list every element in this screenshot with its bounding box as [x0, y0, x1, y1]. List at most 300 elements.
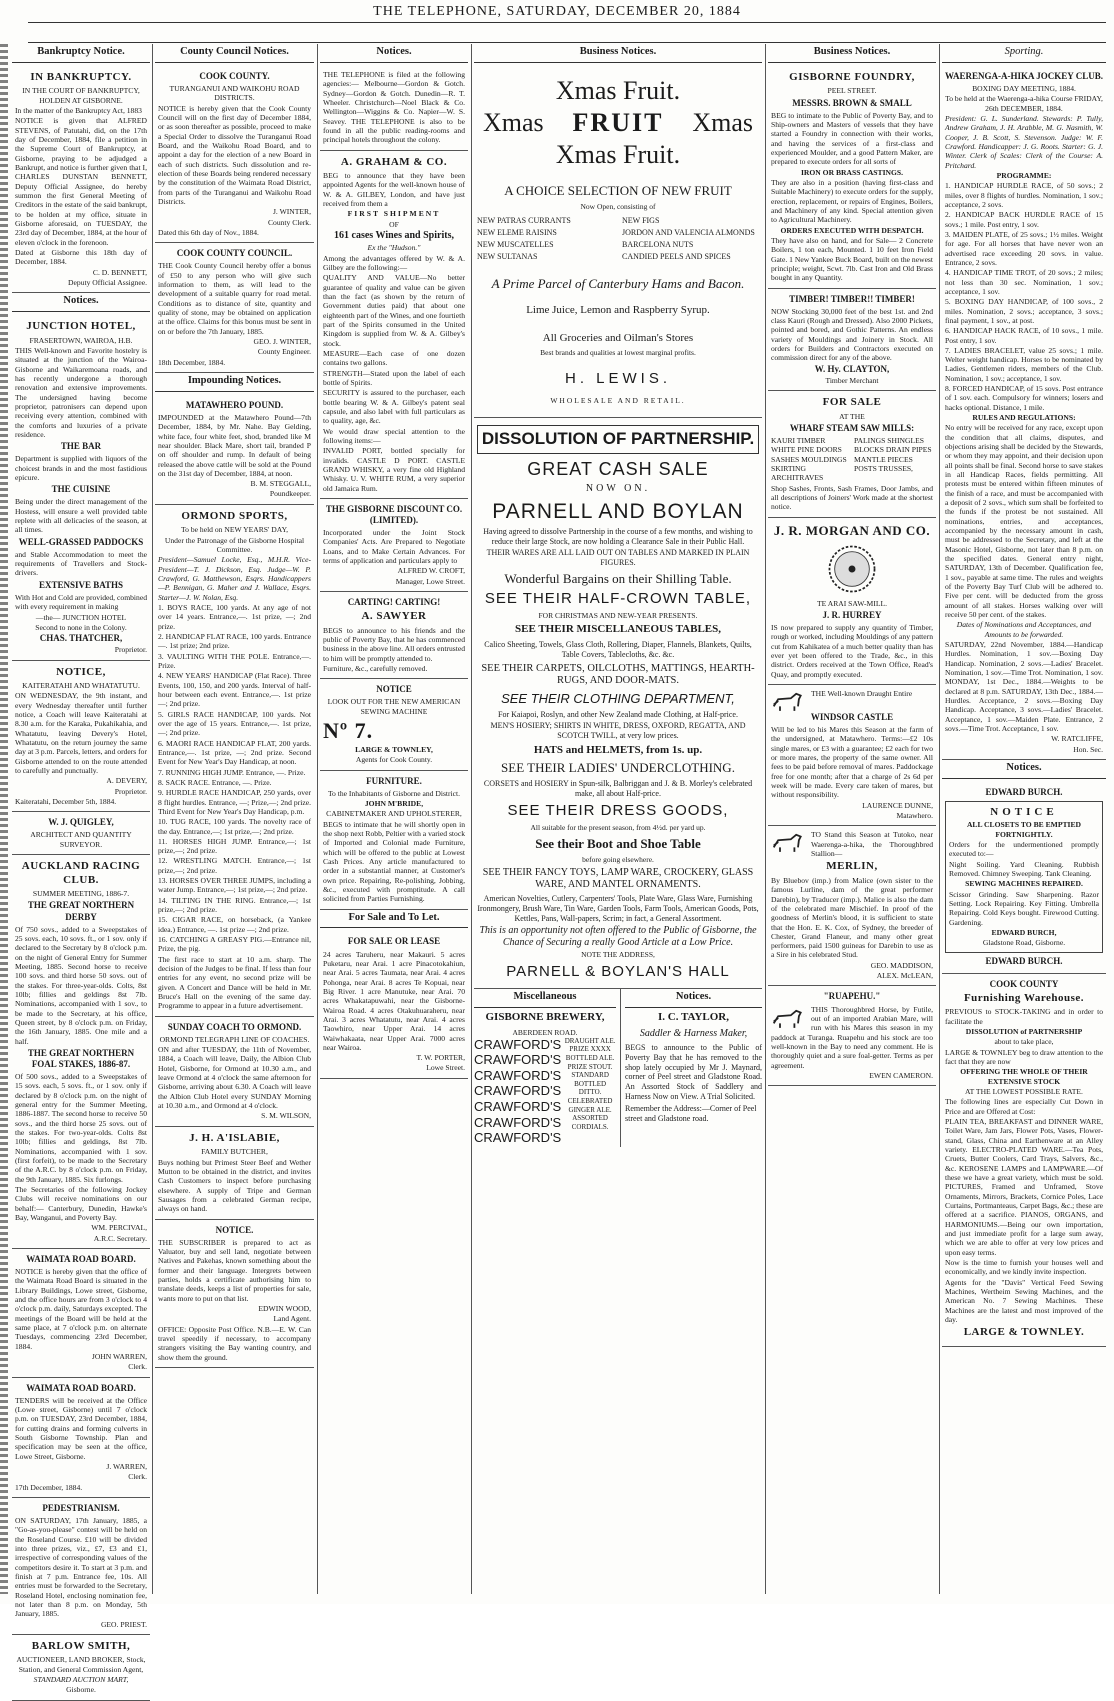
section-heading: Notices. [942, 760, 1106, 779]
column-2 [155, 44, 314, 1594]
ad-text: NOTICE is hereby given that the office of the Waimata Road Board is situated in the Library Buildings, Lowe street, Gisborne, and the office hours are from 3 o'clock to 4 o'clock p.m. daily, Saturdays excepted. The meetings of the Board will be held at the same place, at 7 o'clock p.m. on alternate Tuesdays, commencing 23rd December, 1884. [15, 1266, 147, 1351]
ad-heading: MERLIN, [826, 860, 878, 873]
fruit-item: NEW PATRAS CURRANTS [477, 216, 571, 226]
ad-text: NOW ON. [585, 483, 651, 495]
fruit-item: NEW ELEME RAISINS [477, 227, 557, 237]
ad-text: TO Stand this Season at Tutoko, near Waerenga-a-hika, the Thoroughbred Stallion— [811, 830, 933, 859]
ad-heading: A. GRAHAM & CO. [340, 155, 448, 168]
ad-text: QUALITY AND VALUE—No better guarantee of quality and value can be given than the fact (as shown by the return of Government duties paid) that about one eighteenth part of the Wines, and one fourtieth part of the Spirits consumed in the United Kingdom is supplied from W. & A. Gilbey's stock. [323, 273, 465, 348]
sewing-machine-ad [320, 679, 468, 770]
ad-text: Ex the "Hudson." [367, 243, 421, 253]
ad-text: LARGE & TOWNLEY beg to draw attention to the fact that they are now [945, 1047, 1103, 1066]
ad-subheading: HATS and HELMETS, from 1s. up. [533, 743, 703, 756]
ad-text: BEGS to intimate that he will shortly open in the shop next Robb, Peltier with a varied stock of Imported and Colonial made Furniture, which will be offered to the public at Lowest Cash Prices. Any article manufactured to order in a substantial manner, at Customer's own price. Repairing, Re-polishing, Jobbing, &c., executed with promptitude. A call solicited from Parties Furnishing. [323, 819, 465, 904]
section-heading: Notices. [320, 44, 468, 63]
ad-text: THE Cook County Council hereby offer a bonus of £50 to any person who will give such information to them, as will lead to the development of a suitable quarry for road metal. Conditions as to distance of site, quantity and quality of stone, may be obtained on application at the office. Claims for this bonus must be sent in on or before the 7th January, 1885. [158, 261, 311, 336]
ad-text: Second to none in the Colony. [35, 622, 127, 632]
cook-county-notice [155, 66, 314, 243]
ad-signature: A. DEVERY, [106, 776, 147, 786]
ad-text: Agents for the "Davis" Vertical Feed Sewing Machines, Wertheim Sewing Machines, and the American No. 7 Sewing Machines. These Machines are the latest and most improved of the day. [945, 1277, 1103, 1324]
ad-heading: JUNCTION HOTEL, [26, 320, 136, 333]
ad-heading: NOTICE, [56, 665, 106, 678]
circular-saw-icon [826, 543, 878, 595]
race-item: 8. FORCED HANDICAP, of 15 sovs. Post entrance of 1 sov. each. Compulsory for winners; losers and hacks optional. Distance, 1 mile. [945, 384, 1103, 412]
event-item: 2. HANDICAP FLAT RACE, 100 yards. Entrance —. 1st prize; 2nd prize. [158, 631, 311, 651]
section-heading: For Sale and To Let. [320, 910, 468, 929]
ad-text: NOTE THE ADDRESS, [581, 950, 655, 960]
ad-heading: CARTING! CARTING! [347, 596, 441, 607]
saddler-ad [620, 989, 762, 1146]
ad-text: Of 500 sovs., added to a Sweepstakes of 15 sovs. each, 5 sovs. ft., or 1 sov. only if declared by 8 o'clock p.m. on the night of general entry for the Summer Meeting, 1886-1887. The second horse to receive 50 sovs., and the third horse 25 sovs. out of the stakes. For two-year-olds. Colts 8st 10lb; fillies and geldings, 8st 7lb. Nominations, accompanied with 1 sov. (first forfeit), to be made to the Secretary of the A.R.C. by 8 o'clock p.m. on Friday, the 9th January, 1885. Six furlongs. [15, 1071, 147, 1184]
event-item: 13. HORSES OVER THREE JUMPS, including a water Jump. Entrance,—; 1st prize,—; 2nd prize. [158, 876, 311, 895]
ad-text: 24 acres Taruheru, near Makauri. 5 acres Puketaru, near Arai. 1 acre Pinacotokahiun, near Arai. 5 acres Taumata, near Arai. 4 acres Pohonga, near Arai. 8 acres Te Kopuai, near Big River. 1 acre Manutuke, near Arai. 70 acres Whakatapuwahi, near the Gisborne-Wairoa Road. 4 acres Otakuhuaraheru, near Arai. 3 acres Whatatutu, near Arai. 4 acres Taowhiro, near Upper Arai. 14 acres Waiwhakaata, near Upper Arai. 7000 acres near Wairoa. [323, 949, 465, 1052]
brewery-body [474, 1037, 616, 1147]
ad-text: before going elsewhere. [582, 854, 654, 864]
fruit-item: NEW FIGS [622, 216, 660, 226]
ad-role: Timber Merchant [825, 375, 879, 385]
section-heading: Miscellaneous [474, 989, 616, 1008]
bottom-ads-row [474, 989, 762, 1146]
ad-text: SATURDAY, 22nd November, 1884.—Handicap Hurdles. Nomination, 1 sov.—Boxing Day Handicap. Nomination, 2 sovs.—Ladies' Bracelet. Nomination, 1 sov.—Time Trot. Nomination, 1 sov. MONDAY, 1st Dec., 1884.—Weights to be declared at 8 p.m. SATURDAY, 13th Dec., 1884.—Hurdles. Acceptance, 2 sovs.—Boxing Day Handicap. Acceptance, 3 sovs.—Ladies' Bracelet. Acceptance, 1 sov.—Maiden Plate. Entrance, 2 sovs.—Time Trot. Acceptance, 1 sov. [945, 640, 1103, 733]
ad-subheading: EXTENSIVE BATHS [38, 579, 124, 590]
ad-text: MEASURE—Each case of one dozen contains two gallons. [323, 348, 465, 368]
ad-date: 17th December, 1884. [15, 1482, 83, 1492]
race-item: 3. MAIDEN PLATE, of 25 sovs.; 1½ miles. Weight for age. For all horses that have never won an advertised race exceeding 20 sovs. in value. Entrance, 2 sovs. [945, 229, 1103, 267]
ad-heading: PARNELL AND BOYLAN [492, 499, 744, 523]
event-item: 9. HURDLE RACE HANDICAP, 250 yards, over 8 flight hurdles. Entrance, —; Prize,—; 2nd prize. Third Event for New Year's Day Handicap, p.m. [158, 788, 311, 816]
section-heading: Business Notices. [474, 44, 762, 63]
ad-text: BEGS to announce to his friends and the public of Poverty Bay, that he has commenced business in the above line. All orders entrusted to him will be promptly attended to. [323, 625, 465, 663]
column-3 [320, 44, 468, 1594]
ad-signature: LARGE & TOWNLEY. [963, 1326, 1085, 1339]
ad-role: Lowe Street. [426, 1063, 465, 1073]
ad-signature: J. WARREN, [106, 1461, 147, 1471]
ad-subheading: SEE THEIR MISCELLANEOUS TABLES, [514, 623, 722, 636]
ad-text: THIS Well-known and Favorite hostelry is situated at the junction of the Wairoa-Gisborne and Waikaremoana roads, and has recently undergone a thorough renovation and extensive improvements. The undersigned having become proprietor, patronisers can depend upon receiving every attention, combined with the comforts and luxuries of a private residence. [15, 346, 147, 440]
ad-role: Clerk. [128, 1472, 147, 1482]
burch-notice-box [945, 801, 1103, 953]
event-item: 5. GIRLS RACE HANDICAP, 100 yards. Not over the age of 15 years. Entrance,—. 1st prize, —; 2nd prize. [158, 709, 311, 738]
ad-heading: J. R. MORGAN AND CO. [773, 522, 931, 538]
ad-role: County Engineer. [257, 347, 311, 357]
ad-text: INVALID PORT, bottled specially for invalids. CASTLE D PORT. CASTLE GRAND WHISKY, a very fine old Highland Whisky. U. V. WHITE RUM, a very superior old Jamaica Rum. [323, 446, 465, 493]
junction-hotel-ad [12, 315, 150, 660]
ad-role: County Clerk. [267, 217, 311, 227]
crawford-item: CRAWFORD'S [474, 1067, 562, 1083]
ad-subheading: To be held on NEW YEARS' DAY, [181, 525, 288, 535]
ad-signature: B. M. STEGGALL, [250, 479, 311, 489]
column-rule [939, 44, 940, 1594]
horse-icon [771, 831, 807, 853]
ad-text: PREVIOUS to STOCK-TAKING and in order to facilitate the [945, 1007, 1103, 1026]
ad-role: Manager, Lowe Street. [395, 576, 465, 586]
event-item: 15. CIGAR RACE, on horseback, (a Yankee idea.) Entrance, —. 1st prize —; 2nd prize. [158, 915, 311, 934]
ad-subheading: SEE THEIR DRESS GOODS, [507, 801, 729, 819]
ad-subheading: PROGRAMME: [996, 170, 1052, 180]
ad-text: FOR CHRISTMAS AND NEW-YEAR PRESENTS. [538, 611, 698, 621]
ad-text: To the Inhabitants of Gisborne and District. [327, 788, 461, 798]
race-item: 7. LADIES BRACELET, value 25 sovs.; 1 mile. Welter weight handicap. Horses to be nominated by Ladies, Gentlemen riders, members of the Club. Nomination, 1 sov.; acceptance, 1 sov. [945, 345, 1103, 383]
ad-heading: GISBORNE BREWERY, [485, 1011, 605, 1024]
kaiteratahi-notice [12, 661, 150, 813]
crawford-item: CRAWFORD'S [474, 1114, 562, 1130]
ad-subheading: A CHOICE SELECTION OF NEW FRUIT [504, 182, 732, 198]
ad-subheading: SEE THEIR LADIES' UNDERCLOTHING. [501, 760, 735, 776]
crawford-item: CRAWFORD'S [474, 1036, 562, 1052]
section-heading: County Council Notices. [155, 44, 314, 63]
crawford-item: CRAWFORD'S [474, 1052, 562, 1068]
ad-text: FIRST SHIPMENT [347, 209, 441, 219]
ad-signature: LARGE & TOWNLEY, [355, 744, 433, 754]
event-item: 7. RUNNING HIGH JUMP. Entrance, —. Prize. [158, 767, 306, 777]
ad-heading: IN BANKRUPTCY. [30, 70, 132, 83]
ad-subheading: CABINETMAKER AND UPHOLSTERER, [326, 809, 462, 819]
ad-role: Deputy Official Assignee. [68, 277, 147, 287]
ad-text: Will be led to his Mares this Season at the farm of the undersigned, at Matawhero. Terms:—£2 10s single mares, or £3 with a guarantee; £2 each for two or more mares, the property of the same owner. All fees to be paid before removal of mares. Paddockage free for one month; after that a charge of 2s 6d per week will be made. Every care taken of mares, but without responsibility. [771, 725, 933, 800]
ad-signature: W. Hy. CLAYTON, [814, 363, 890, 374]
saw-mills-ad [768, 391, 936, 518]
ad-heading: Xmas Fruit. [555, 139, 681, 169]
ad-subheading: TURANGANUI AND WAIKOHU ROAD DISTRICTS. [169, 83, 300, 103]
ad-text: The following lines are especially Cut Down in Price and are Offered at Cost: [945, 1097, 1103, 1116]
ad-heading: PARNELL & BOYLAN'S HALL [506, 962, 730, 980]
ad-text: about to take place, [994, 1037, 1054, 1047]
beer-list: DRAUGHT ALE. PRIZE XXXX BOTTLED ALE. PRIZE STOUT. STANDARD BOTTLED DITTO. CELEBRATED GINGER ALE. ASSORTED CORDIALS. [564, 1036, 616, 1131]
ad-heading: BARLOW SMITH, [31, 1639, 131, 1652]
ad-heading: FOR SALE [822, 396, 882, 409]
ad-text: ON SATURDAY, 17th January, 1885, a "Go-as-you-please" contest will be held on the Roseland Course. £10 will be divided into three prizes, viz., £7, £3 and £1, irrespective of corresponding values of the competitors desire it. To start at 3 p.m. and finish at 7 p.m. Entrance fee, 10s. All entries must be forwarded to the Secretary, Roseland Hotel, enclosing nomination fee, not later than 8 p.m. on Monday, 5th January, 1885. [15, 1515, 147, 1619]
ad-subheading: THE BAR [60, 441, 102, 452]
ad-name: J. R. HURREY [822, 609, 882, 620]
barlow-smith-ad [12, 1635, 150, 1701]
column-6 [942, 44, 1106, 1594]
ad-signature: EWEN CAMERON. [869, 1070, 933, 1080]
ad-text: Calico Sheeting, Towels, Glass Cloth, Rollering, Diaper, Flannels, Blankets, Quilts, Table Covers, Tablecloths, &c. &c. [484, 639, 752, 659]
ad-role: Land Agent. [273, 1314, 311, 1324]
event-item: 1. BOYS RACE, 100 yards. At any age of not over 14 years. Entrance,—. 1st prize, —; 2nd prize. [158, 602, 311, 631]
land-agent-ad [155, 1220, 314, 1368]
masthead-title: THE TELEPHONE, SATURDAY, DECEMBER 20, 1884 [373, 4, 741, 19]
ad-text: For Kaiapoi, Roslyn, and other New Zealand made Clothing, at Half-price. [498, 710, 738, 720]
fruit-item: NEW SULTANAS [477, 251, 538, 261]
pedestrianism-ad [12, 1498, 150, 1635]
butcher-ad [155, 1127, 314, 1220]
crawford-list [474, 1037, 561, 1147]
ad-text: President—Samuel Locke, Esq., M.H.R. Vice-President—T. J. Dickson, Esq. Judge—W. P. Crawford, G. Matthewson, Esqrs. Handicappers—P. Bennigan, G. Maher and J. Wallace, Esqrs. Starter—J. W. Nolan, Esq. [158, 555, 311, 602]
furniture-ad [320, 771, 468, 910]
ad-name: MESSRS. BROWN & SMALL [792, 97, 912, 108]
ad-text: In the matter of the Bankruptcy Act, 1883 [15, 106, 142, 116]
ormond-sports-ad [155, 505, 314, 1017]
ad-heading: Xmas [483, 107, 544, 137]
ad-heading: WINDSOR CASTLE [810, 712, 894, 723]
event-item: 16. CATCHING A GREASY PIG.—Entrance nil, Prize, the pig. [158, 935, 311, 954]
ad-subheading: See their Boot and Shoe Table [535, 835, 701, 851]
ad-heading: NOTICE. [215, 1224, 254, 1235]
masthead-rule-lower [28, 42, 1106, 43]
ad-heading: COOK COUNTY. [199, 70, 270, 81]
ad-heading: WHARF STEAM SAW MILLS: [789, 422, 915, 433]
ad-text: This is an opportunity not often offered to the Public of Gisborne, the Chance of Securing a really Good Article at a Low Price. [479, 924, 757, 949]
ad-signature: S. M. WILSON, [261, 1111, 311, 1121]
ad-heading: SUNDAY COACH TO ORMOND. [167, 1021, 302, 1032]
ad-text: NOTICE is given that ALFRED STEVENS, of Patutahi, did, on the 17th day of December, 1884, file a petition in the Supreme Court of Bankruptcy, at Gisborne, praying to be adjudged a Bankrupt, and notice is further given that I, CHARLES DUNSTAN BENNETT, Deputy Official Assignee, do hereby summon the first General Meeting of Creditors in the estate of the said bankrupt, to be holden at my office, situate in Gisborne aforesaid, on TUESDAY, the 23rd day of December, 1884, at the hour of eleven o'clock in the forenoon. [15, 116, 147, 247]
ad-heading: "RUAPEHU." [823, 991, 881, 1002]
ad-text: NOTICE is hereby given that the Cook County Council will on the first day of December 1884, or as soon thereafter as possible, proceed to make a Special Order to dissolve the Turanganui Road Board, and the Waikohu Road Board, and to appoint a day for the election of a new Board in each of such districts. Such dissolution and re-election of these Boards being rendered necessary by the constitution of the Waimata Road District, from parts of the Turanganui and Waikohu Road Districts. [158, 103, 311, 206]
fruit-item: NEW MUSCATELLES [477, 239, 554, 249]
ad-text: 161 cases Wines and Spirits, [334, 230, 454, 242]
ad-subheading: SEE THEIR CLOTHING DEPARTMENT, [501, 691, 735, 707]
ad-date: 18th December, 1884. [158, 357, 226, 367]
ad-text: MEN'S HOSIERY; SHIRTS IN WHITE, DRESS, OXFORD, REGATTA, AND SCOTCH TWILL, at very low prices. [490, 721, 746, 740]
ad-text: To be held at the Waerenga-a-hika Course FRIDAY, 26th DECEMBER, 1884. [945, 94, 1103, 113]
jockey-club-ad [942, 66, 1106, 760]
event-item: 11. HORSES HIGH JUMP. Entrance,—; 1st prize,—; 2nd prize. [158, 836, 311, 856]
ad-text: Incorporated under the Joint Stock Companies' Acts. Are Prepared to Negotiate Loans, and to Make Certain Advances. For terms of application and particulars apply to [323, 527, 465, 565]
ad-text: ON WEDNESDAY, the 9th instant, and every Wednesday thereafter until further notice, a Coach will leave Kaiteratahi at 8.30 a.m. for the Karaka, Pukahikahia, and Whatatutu, leaving Devery's Hotel, Whatatutu, on the return journey the same day at 3 p.m. Parcels, letters, and orders for Gisborne attended to on the route attended to carefully and punctually. [15, 691, 148, 776]
section-heading: Bankruptcy Notice. [12, 44, 150, 63]
ad-heading: WAIMATA ROAD BOARD. [26, 1253, 136, 1264]
ad-text: BEG to announce that they have been appointed Agents for the well-known house of W. & A. GILBEY, London, and have just received from them a [323, 171, 465, 209]
ad-text: ALL CLOSETS TO BE EMPTIED FORTNIGHTLY. [966, 820, 1082, 839]
ad-text: American Novelties, Cutlery, Carpenters' Tools, Plate Ware, Glass Ware, Furnishing Ironmongery, Brush Ware, Tin Ware, Garden Tools, Farm Tools, American Goods, Pots, Kettles, Pans, Wall-papers, Scrim; in fact, a General Assortment. [477, 894, 759, 924]
ad-heading: EDWARD BURCH. [985, 786, 1063, 797]
xmas-fruit-ad [474, 66, 762, 418]
ad-text: CORSETS and HOSIERY in Spun-silk, Balbriggan and J. & B. Morley's celebrated make, all about Half-price. [483, 779, 753, 799]
morgan-sawmill-ad [768, 518, 936, 685]
ad-role: Clerk. [128, 1362, 147, 1372]
ad-heading-row [477, 107, 759, 139]
ad-heading: PEDESTRIANISM. [42, 1502, 120, 1513]
ad-heading: COOK COUNTY COUNCIL. [176, 248, 293, 259]
ad-heading: Xmas Fruit. [555, 75, 681, 105]
race-list [945, 181, 1103, 412]
ad-heading: COOK COUNTY [989, 978, 1059, 989]
race-item: 6. HANDICAP HACK RACE, of 10 sovs., 1 mile. Post entry, 1 sov. [945, 326, 1103, 345]
horse-icon [771, 690, 807, 712]
ad-subheading: SEE THEIR HALF-CROWN TABLE, [484, 589, 752, 607]
ad-text: OFFERING THE WHOLE OF THEIR EXTENSIVE STOCK [960, 1067, 1088, 1086]
ad-role: Agents for Cook County. [355, 755, 433, 765]
ad-heading: GREAT CASH SALE [527, 459, 709, 480]
column-rule [471, 44, 472, 1594]
ad-text: OF [389, 219, 399, 229]
quigley-ad [12, 812, 150, 855]
ad-text: Buys nothing but Primest Steer Beef and Wether Mutton to be obtained in the district, and invites Cash Customers to inspect before purchasing elsewhere. A supply of Tripe and German Sausages from a celebrated German recipe, always on hand. [158, 1157, 311, 1214]
ad-heading: Xmas [692, 107, 753, 137]
foundry-ad [768, 66, 936, 289]
ad-text: —the— JUNCTION HOTEL [35, 612, 127, 622]
ad-subheading: A Prime Parcel of Canterbury Hams and Bacon. [491, 276, 745, 292]
ad-text: No entry will be received for any race, except upon the condition that all claims, disputes, and objections arising shall be decided by the Stewards, or whom they may appoint, and their decision upon all points shall be final. Second horse to save stakes in all Handicap Races, fields permitting. All protests must be entered within fifteen minutes of the finish of a race, and must be accompanied with a deposit of 2 sovs., which sum shall be forfeited to the funds if the protest be not sustained. All nominations, entries, and acceptances, accompanied by the necessary amount in cash, must be addressed to the Secretary, and left at the Masonic Hotel, Gisborne, not later than 8 p.m. on the specified dates. General entry night, SATURDAY, 13th of December. Qualification fee, 1 sov., payable at same time. The rules and weights of the Poverty Bay Turf Club will be adhered to. Five per cent. will be deducted from the gross amount of all stakes. Horses walking over will receive 50 per cent. of the stakes. [945, 423, 1103, 620]
ad-text: THE SUBSCRIBER is prepared to act as Valuator, buy and sell land, negotiate between Natives and Pakehas, known something about the former and their language. Intergrets between parties, holds a certificate authorising him to translate deeds, keeps a list of properties for sale, wants more to put on that list. [158, 1237, 311, 1303]
ad-heading: MATAWHERO POUND. [185, 399, 284, 410]
ad-subheading: THE GREAT NORTHERN DERBY [27, 900, 135, 922]
ad-text: IS now prepared to supply any quantity of Timber, rough or worked, including Mouldings of any pattern cut from Kahikatea of a much better quality than has ever yet been offered to the Trade, &c., in this district. Orders received at the Town Office, Read's Quay, and promptly executed. [771, 623, 933, 679]
timber-list-left: KAURI TIMBER WHITE PINE DOORS SASHES MOULDINGS SKIRTING ARCHITRAVES [771, 436, 847, 483]
ad-text: OFFICE: Opposite Post Office. N.B.—E. W. Can travel speedily if necessary, to accompany strangers visiting the Bay wanting country, and show them the ground. [158, 1324, 311, 1362]
ad-text: Furniture, &c., carefully removed. [323, 663, 428, 673]
crawford-item: CRAWFORD'S [474, 1083, 562, 1099]
race-item: 2. HANDICAP BACK HURDLE RACE of 15 sovs.; 1 mile. Post entry, 1 sov. [945, 210, 1103, 229]
ad-heading: W. J. QUIGLEY, [48, 817, 114, 828]
ad-subheading: ARCHITECT AND QUANTITY SURVEYOR. [30, 830, 132, 849]
ad-signature: GEO. MADDISON, [870, 960, 933, 970]
fruit-item: BARCELONA NUTS [622, 239, 694, 249]
section-heading: Notices. [625, 989, 762, 1008]
section-heading: Business Notices. [768, 44, 936, 63]
pound-notice [155, 395, 314, 505]
event-item: 14. TILTING IN THE RING. Entrance,—; 1st prize,—; 2nd prize. [158, 895, 311, 915]
ad-date: Dated this 6th day of Nov., 1884. [158, 227, 259, 237]
ad-subheading: SEE THEIR FANCY TOYS, LAMP WARE, CROCKERY, GLASS WARE, AND MANTEL ORNAMENTS. [482, 866, 754, 891]
ad-text: Shop Sashes, Fronts, Sash Frames, Door Jambs, and all descriptions of Joiners' Work made at the shortest notice. [771, 483, 933, 512]
ad-role: Proprietor. [114, 786, 147, 796]
ad-heading: ORMOND SPORTS, [181, 509, 288, 522]
ad-signature: CHAS. THATCHER, [39, 633, 123, 644]
ad-text: Dated at Gisborne this 18th day of December, 1884. [15, 248, 147, 267]
telephone-agencies [320, 66, 468, 151]
ad-heading: FURNITURE. [366, 775, 422, 786]
ad-text: With Hot and Cold are provided, combined with every requirement in making [15, 592, 147, 612]
ad-subheading: BOXING DAY MEETING, 1884. [972, 83, 1076, 93]
ad-subheading: WELL-GRASSED PADDOCKS [18, 536, 144, 547]
ad-subheading: FRASERTOWN, WAIROA, H.B. [29, 335, 133, 345]
section-heading: Sporting. [942, 44, 1106, 63]
event-item: 12. WRESTLING MATCH. Entrance,—; 1st prize,—; 2nd prize. [158, 856, 311, 875]
ad-text: NOW Stocking 30,000 feet of the best 1st. and 2nd class Kauri (Rough and Dressed). Also 2000 Pickets, pointed and bored, and Gothic Patterns. An endless variety of Mouldings and Joinery in Stock. All orders for Builders and Contractors executed on commission direct for any of the above. [771, 306, 933, 363]
ad-subheading: Wonderful Bargains on their Shilling Table. [504, 570, 732, 586]
column-rule [152, 44, 153, 1594]
ad-text: ON and after TUESDAY, the 11th of November, 1884, a Coach will leave, Daily, the Albion Club Hotel, Gisborne, for Ormond at 10.30 a.m., and leave Ormond at 4 o'clock the same afternoon for Gisborne, arriving about 6.30. A Coach will leave the Albion Club Hotel every SUNDAY Morning at 10.30 a.m., and Ormond at 4 o'clock. [158, 1045, 311, 1111]
ad-heading: NOTICE [376, 684, 412, 695]
ad-text: The first race to start at 10 a.m. sharp. The decision of the Judges to be final. If less than four entries for any event, no second prize will be given. A Concert and Dance will be held in Mr. Bruce's Hall on the evening of the same day. Programme to appear in a future advertisement. [158, 954, 311, 1011]
ad-text: IRON OR BRASS CASTINGS. [800, 167, 904, 177]
ad-text: Under the Patronage of the Gisborne Hospital Committee. [164, 535, 305, 554]
ad-text: Of 750 sovs., added to a Sweepstakes of 25 sovs. each, 10 sovs. ft., or 1 sov. only if declared to the Secretary by 8 o'clock p.m. on the night of General Entry for Summer Meeting, 1885. Second horse to receive 100 sovs. and third horse 50 sovs. out of the stakes. For three-year-olds. Colts, 8st 10lb; fillies and geldings 8st 7lb. Nominations, accompanied with 1 sov., to be made to the Secretary, at his office, Queen street, by 8 o'clock p.m. on Friday, the 16th January, 1885. One mile and a half. [15, 924, 147, 1046]
ad-text: BEGS to announce to the Public of Poverty Bay that he has removed to the shop lately occupied by Mr J. Maynard, corner of Peel street and Gladstone Road. An Assorted Stock of Saddlery and Harness Now on View. A Trial Solicited. [625, 1042, 762, 1101]
parnell-boylan-ad [474, 418, 762, 989]
ad-subheading: ABERDEEN ROAD. [512, 1027, 578, 1037]
ad-heading: GISBORNE FOUNDRY, [789, 70, 915, 83]
ad-text: THE Well-known Draught Entire [811, 689, 913, 699]
ad-text: Gisborne. [66, 1685, 96, 1695]
column-4 [474, 44, 762, 1594]
ad-text: PLAIN TEA, BREAKFAST and DINNER WARE, Toilet Ware, Jam Jars, Flower Pots, Vases, Flower-stand, Glass, China and Earthenware at an Alley variety. ELECTRO-PLATED WARE.—Tea Pots, Cruets, Butter Coolers, Card Trays, Salvers, &c., &c. KEROSENE LAMPS and LAMPWARE.—Of these we have a great variety, which must be sold. PICTURES, Framed and Unframed, Stove Ornaments, Mirrors, Brackets, Cornice Poles, Lace Curtains, Portmanteaus, Carpet Bags, &c.; these are offered at a sacrifice. PIANOS, ORGANS, and HARMONIUMS.—Being our own importation, and just immediate profit for a large sum away, which we are able to offer at very low prices and upon easy terms. [945, 1116, 1103, 1257]
ad-subheading: PEEL STREET. [827, 86, 877, 96]
ad-subheading: Dates of Nominations and Acceptances, and Amounts to be forwarded. [956, 620, 1092, 639]
ad-signature: EDWARD BURCH. [985, 955, 1063, 966]
ad-subheading: KAITERATAHI AND WHATATUTU. [22, 681, 140, 691]
furnishing-warehouse-ad [942, 974, 1106, 1347]
ad-heading: I. C. TAYLOR, [657, 1011, 729, 1024]
ad-text: STRENGTH—Stated upon the label of each bottle of Spirits. [323, 368, 465, 387]
masthead-rule [28, 22, 1106, 23]
ad-heading: TIMBER! TIMBER!! TIMBER! [789, 293, 915, 304]
ad-role: Poundkeeper. [269, 489, 311, 499]
carting-ad [320, 592, 468, 679]
ad-signature: GEO. PRIEST. [100, 1619, 147, 1629]
ad-subheading: SEWING MACHINES REPAIRED. [965, 879, 1083, 889]
ad-heading: J. H. A'ISLABIE, [189, 1131, 280, 1144]
ad-subheading: FAMILY BUTCHER, [201, 1147, 268, 1157]
bankruptcy-notice [12, 66, 150, 293]
race-item: 1. HANDICAP HURDLE RACE, of 50 sovs.; 2 miles, over 8 flights of hurdles. Nomination, 1 sov.; acceptance, 2 sovs. [945, 181, 1103, 209]
ad-subheading: SEE THEIR CARPETS, OILCLOTHS, MATTINGS, HEARTH-RUGS, AND DOOR-MATS. [481, 662, 755, 687]
section-heading: Notices. [12, 293, 150, 312]
ad-name: A. SAWYER [361, 610, 427, 622]
horse-icon [771, 1007, 807, 1029]
ad-text: Scissor Grinding. Saw Sharpening. Razor Setting. Lock Repairing. Key Fitting. Umbrella Repairing. Cold Keys bought. Firewood Cutting. Gardening. [949, 889, 1099, 927]
ad-text: THIS Thoroughbred Horse, by Futile, out of an imported Arabian Mare, will run with his Mares this season in my paddock at Turanga. Ruapehu and his stock are too well-known in the Bay to need any comment. He is thoroughly quiet and a sure foal-getter. Terms as per agreement. [771, 1004, 933, 1070]
ad-text: DISSOLUTION of PARTNERSHIP [965, 1026, 1083, 1036]
ad-heading: WAIMATA ROAD BOARD. [26, 1382, 136, 1393]
column-rule [317, 44, 318, 1594]
ad-text: We would draw special attention to the following items:— [323, 426, 465, 445]
ad-text: SECURITY is assured to the purchaser, each bottle bearing W. & A. Gilbey's patent seal capsule, and also label with full particulars as to quality, age, &c. [323, 388, 465, 426]
ad-text: IMPOUNDED at the Matawhero Pound—7th December, 1884, by Mr. Nahe. Bay Gelding, white face, four white feet, shod, branded like M near shoulder. Black Mare, short tail, branded P on off shoulder and rump. In default of being released the above cattle will be sold at the Pound on the 31st day of December, 1884, at noon. [158, 412, 311, 478]
race-item: 4. HANDICAP TIME TROT, of 20 sovs.; 2 miles; not less than 30 sec. Nomination, 1 sov.; acceptance, 1 sov. [945, 268, 1103, 296]
ad-role: Proprietor. [114, 645, 147, 655]
ad-text: Remember the Address:—Corner of Peel street and Gladstone road. [625, 1103, 757, 1123]
column-5 [768, 44, 936, 1594]
column-rule [765, 44, 766, 1594]
ad-role: Matawhero. [896, 811, 933, 821]
ad-heading: NOTICE [990, 805, 1058, 818]
ad-text: By Bluebov (imp.) from Malice (own sister to the famous Lurline, dam of the great performer Darebin), by Traducer (imp.). Malice is also the dam of the celebrated mare Mischief. In proof of the goodness of Merlin's blood, it is sufficient to state that the Hon. E. K. Cox, of Sydney, the breeder of Chester, Grand Flaneur, and many other great performers, paid 1500 guineas for Darebin to use as a Sire in his celebrated Stud. [771, 875, 933, 960]
ad-text: THE TELEPHONE is filed at the following agencies:— Melbourne—Gordon & Gotch. Sydney—Gordon & Gotch. Dunedin—R. T. Wheeler. Christchurch—Noel Black & Co. Wellington—Wiggins & Co. Napier—W. S. Seavey. THE TELEPHONE is also to be found in all the public reading-rooms and principal hotels throughout the colony. [323, 69, 465, 145]
ad-text: President: G. L. Sunderland. Stewards: P. Tully, Andrew Graham, J. H. Arabble, M. G. Nasmith, W. Cooper, J. B. Scott, S. Stevenson. Judge: W. F. Crawford. Handicapper: J. G. Roots. Starter: G. J. Winter. Clerk of Scales: Clerk of the Course: A. Pritchard. [945, 113, 1103, 170]
ad-text: Gladstone Road, Gisborne. [982, 938, 1066, 948]
event-item: 10. TUG RACE, 100 yards. The novelty race of the day. Entrance,—; 1st prize,—; 2nd prize. [158, 817, 311, 836]
lease-ad [320, 931, 468, 1078]
brewery-ad [474, 989, 616, 1146]
ad-text: All Groceries and Oilman's Stores [542, 331, 694, 344]
ad-subheading: ORMOND TELEGRAPH LINE OF COACHES. [159, 1034, 310, 1044]
ad-signature: C. D. BENNETT, [92, 267, 147, 277]
ad-text: Having agreed to dissolve Partnership in the course of a few months, and wishing to reduce their large Stock, are now holding a Clearance Sale in their Public Hall. [483, 527, 753, 547]
burch-ad [942, 782, 1106, 974]
ad-subheading: TE ARAI SAW-MILL. [816, 598, 888, 608]
fruit-list [477, 215, 759, 262]
ad-text: STANDARD AUCTION MART, [33, 1675, 129, 1685]
ad-text: Night Soiling. Yard Cleaning. Rubbish Removed. Chimney Sweeping. Tank Cleaning. [949, 859, 1099, 879]
ad-text: Lime Juice, Lemon and Raspberry Syrup. [526, 304, 710, 317]
merlin-ad [768, 826, 936, 986]
ad-role: Hon. Sec. [1073, 744, 1103, 754]
ad-signature: EDWIN WOOD, [258, 1303, 311, 1313]
ad-text: Best brands and qualities at lowest marginal profits. [540, 348, 696, 358]
ad-subheading: RULES AND REGULATIONS: [972, 413, 1076, 423]
ad-subheading: THE CUISINE [51, 484, 111, 495]
ad-subheading: IN THE COURT OF BANKRUPTCY, HOLDEN AT GISBORNE. [22, 86, 140, 105]
ad-signature: EDWARD BURCH, [991, 928, 1057, 938]
ad-text: THEIR WARES ARE ALL LAID OUT ON TABLES AND MARKED IN PLAIN FIGURES. [486, 548, 750, 567]
ad-text: Orders for the undermentioned promptly executed to:— [949, 840, 1099, 859]
ad-text: Being under the direct management of the Hostess, will ensure a well provided table replete with all delicacies of the season, at all times. [15, 497, 147, 535]
ad-signature: J. WINTER, [272, 207, 311, 217]
torn-page-edge [0, 44, 8, 1594]
ad-text: Department is supplied with liquors of the choicest brands in and the most fastidious epicure. [15, 454, 147, 483]
event-item: 8. SACK RACE. Entrance, —. Prize. [158, 777, 272, 787]
ad-subheading: THE GREAT NORTHERN FOAL STAKES, 1886-87. [27, 1047, 135, 1069]
column-1 [12, 44, 150, 1695]
ad-text: TENDERS will be received at the Office (Lowe street, Gisborne) until 7 o'clock p.m. on TUESDAY, 23rd December, 1884, for cutting drains and forming culverts in South Gisborne Township. Plan and specification may be seen at the office, Lowe Street, Gisborne. [15, 1395, 147, 1461]
timber-ad [768, 289, 936, 391]
timber-list-right: PALINGS SHINGLES BLOCKS DRAIN PIPES MANTLE PIECES POSTS TRUSSES, [854, 436, 932, 474]
ad-subheading: SUMMER MEETING, 1886-7. [32, 889, 130, 899]
ad-text: They have also on hand, and for Sale— 2 Concrete Boilers, 1 ton each, Mounted. 1 10 feet Iron Field Gate. 1 New Yankee Buck Board, built on the newest principle; weight, Scwt. 7lb. Cast Iron and Old Brass bought in any Quantity. [771, 236, 933, 283]
